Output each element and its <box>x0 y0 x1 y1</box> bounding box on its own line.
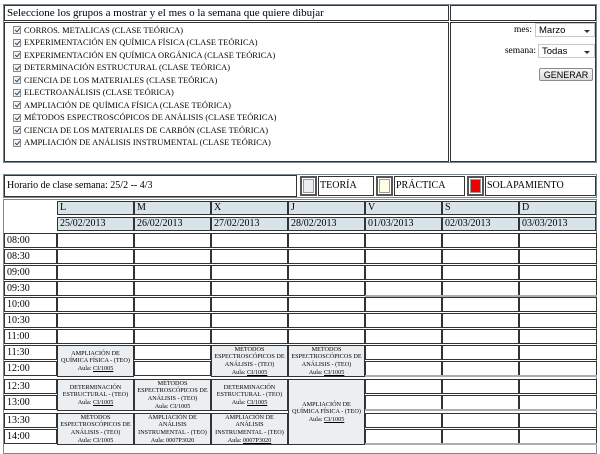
day-header-l: L <box>57 201 134 215</box>
event-room: Aula: CI/1005 <box>308 415 345 423</box>
selector-panel-header-spacer <box>450 5 596 21</box>
group-item[interactable] <box>13 137 271 150</box>
group-label: AMPLIACIÓN DE QUÍMICA FÍSICA (CLASE TEÓRICA) <box>24 100 232 110</box>
week-title: Horario de clase semana: 25/2 -- 4/3 <box>4 175 297 197</box>
time-label: 10:30 <box>4 313 57 328</box>
chevron-down-icon <box>584 51 590 54</box>
empty-slot <box>442 429 519 444</box>
event-title: AMPLIACIÓN DE ANÁLISIS INSTRUMENTAL - (TEO) <box>138 413 207 436</box>
time-label: 13:00 <box>4 395 57 410</box>
date-header: 28/02/2013 <box>288 217 365 231</box>
solapamiento-color-icon <box>470 179 481 193</box>
empty-slot <box>288 265 365 280</box>
empty-slot <box>442 297 519 312</box>
group-label: EXPERIMENTACIÓN EN QUÍMICA ORGÁNICA (CLASE TEÓRICA) <box>24 50 276 60</box>
event-room: Aula: CI/1005 <box>77 436 114 444</box>
empty-slot <box>519 395 597 410</box>
empty-slot <box>211 329 288 344</box>
empty-slot <box>365 345 442 360</box>
date-header: 02/03/2013 <box>442 217 519 231</box>
checkbox-checked-icon[interactable] <box>13 64 21 72</box>
checkbox-checked-icon[interactable] <box>13 89 21 97</box>
practica-color-icon <box>379 179 390 193</box>
empty-slot <box>365 429 442 444</box>
empty-slot <box>134 297 211 312</box>
semana-select[interactable] <box>538 44 595 58</box>
group-checkbox-list <box>4 22 449 162</box>
empty-slot <box>519 361 597 376</box>
empty-slot <box>365 329 442 344</box>
date-header: 01/03/2013 <box>365 217 442 231</box>
day-header-j: J <box>288 201 365 215</box>
group-label: CORROS. METALICAS (CLASE TEÓRICA) <box>24 25 184 35</box>
group-item[interactable] <box>13 99 231 112</box>
event-title: AMPLIACIÓN DE ANÁLISIS INSTRUMENTAL - (TEO) <box>215 413 284 436</box>
event-room: Aula: 0007P3020 <box>150 436 195 444</box>
empty-slot <box>57 233 134 248</box>
class-event[interactable] <box>288 345 365 377</box>
empty-slot <box>519 297 597 312</box>
day-header-m: M <box>134 201 211 215</box>
empty-slot <box>365 265 442 280</box>
empty-slot <box>365 249 442 264</box>
checkbox-checked-icon[interactable] <box>13 114 21 122</box>
time-label: 08:00 <box>4 233 57 248</box>
class-event[interactable] <box>57 345 134 377</box>
room-link[interactable]: CI/1005 <box>324 415 345 423</box>
day-header-s: S <box>442 201 519 215</box>
room-link[interactable]: CI/1005 <box>93 364 114 372</box>
empty-slot <box>365 413 442 428</box>
legend-label-solapamiento: SOLAPAMIENTO <box>485 176 596 196</box>
empty-slot <box>365 233 442 248</box>
event-room: Aula: CI/1005 <box>308 368 345 376</box>
empty-slot <box>57 297 134 312</box>
empty-slot <box>134 345 211 360</box>
empty-slot <box>519 249 597 264</box>
time-label: 10:00 <box>4 297 57 312</box>
time-label: 13:30 <box>4 413 57 428</box>
empty-slot <box>134 329 211 344</box>
group-label: MÉTODOS ESPECTROSCÓPICOS DE ANÁLISIS (CLASE TEÓRICA) <box>24 113 277 123</box>
time-label: 12:30 <box>4 379 57 394</box>
empty-slot <box>442 249 519 264</box>
semana-label: semana: <box>504 46 536 56</box>
time-label: 08:30 <box>4 249 57 264</box>
filter-controls <box>450 22 596 162</box>
group-item[interactable] <box>13 74 217 87</box>
time-label: 11:00 <box>4 329 57 344</box>
checkbox-checked-icon[interactable] <box>13 39 21 47</box>
empty-slot <box>442 265 519 280</box>
empty-slot <box>519 413 597 428</box>
class-event[interactable] <box>134 379 211 411</box>
empty-slot <box>57 329 134 344</box>
date-header: 03/03/2013 <box>519 217 596 231</box>
row-separator <box>365 409 597 411</box>
checkbox-checked-icon[interactable] <box>13 26 21 34</box>
legend-swatch-solapamiento <box>467 176 484 196</box>
class-event[interactable] <box>57 379 134 411</box>
empty-slot <box>519 329 597 344</box>
date-header: 25/02/2013 <box>57 217 134 231</box>
empty-slot <box>365 395 442 410</box>
mes-select[interactable] <box>535 23 595 37</box>
row-separator <box>365 375 597 377</box>
room-link[interactable]: CI/1005 <box>324 368 345 376</box>
empty-slot <box>519 313 597 328</box>
day-header-x: X <box>211 201 288 215</box>
class-event[interactable] <box>134 413 211 445</box>
empty-slot <box>519 281 597 296</box>
empty-slot <box>57 265 134 280</box>
empty-slot <box>211 233 288 248</box>
time-label: 09:30 <box>4 281 57 296</box>
time-label: 09:00 <box>4 265 57 280</box>
empty-slot <box>211 297 288 312</box>
event-room: Aula: 0007P3020 <box>227 436 272 444</box>
empty-slot <box>134 265 211 280</box>
event-title: MÉTODOS ESPECTROSCÓPICOS DE ANÁLISIS - (TEO) <box>137 379 208 402</box>
group-item[interactable] <box>13 62 230 75</box>
checkbox-checked-icon[interactable] <box>13 101 21 109</box>
day-header-v: V <box>365 201 442 215</box>
group-item[interactable] <box>13 24 183 37</box>
chevron-down-icon <box>584 30 590 33</box>
empty-slot <box>57 281 134 296</box>
empty-slot <box>519 265 597 280</box>
group-item[interactable] <box>13 49 275 62</box>
empty-slot <box>519 429 597 444</box>
class-event[interactable] <box>211 379 288 411</box>
empty-slot <box>134 249 211 264</box>
event-title: AMPLIACIÓN DE QUÍMICA FÍSICA - (TEO) <box>292 400 361 416</box>
event-title: DETERMINACIÓN ESTRUCTURAL - (TEO) <box>216 383 283 399</box>
empty-slot <box>365 361 442 376</box>
empty-slot <box>211 313 288 328</box>
room-link[interactable]: 0007P3020 <box>243 436 272 444</box>
group-label: CIENCIA DE LOS MATERIALES DE CARBÓN (CLASE TEÓRICA) <box>24 125 269 135</box>
empty-slot <box>365 313 442 328</box>
legend-label-practica: PRÁCTICA <box>394 176 465 196</box>
legend-swatch-practica <box>376 176 393 196</box>
empty-slot <box>288 281 365 296</box>
class-event[interactable] <box>288 379 365 445</box>
group-item[interactable] <box>13 112 276 125</box>
group-label: DETERMINACIÓN ESTRUCTURAL (CLASE TEÓRICA) <box>24 63 231 73</box>
empty-slot <box>442 361 519 376</box>
room-text: CI/1005 <box>93 436 114 444</box>
group-item[interactable] <box>13 37 258 50</box>
event-title: AMPLIACIÓN DE QUÍMICA FÍSICA - (TEO) <box>61 349 130 365</box>
row-separator <box>365 443 597 445</box>
event-room: Aula: CI/1005 <box>154 402 191 410</box>
empty-slot <box>442 379 519 394</box>
event-title: MÉTODOS ESPECTROSCÓPICOS DE ANÁLISIS - (TEO) <box>60 413 131 436</box>
empty-slot <box>288 297 365 312</box>
empty-slot <box>519 379 597 394</box>
date-header: 27/02/2013 <box>211 217 288 231</box>
class-event[interactable] <box>57 413 134 445</box>
room-link[interactable]: CI/1005 <box>93 398 114 406</box>
generate-button[interactable]: GENERAR <box>539 68 593 81</box>
time-label: 14:00 <box>4 429 57 444</box>
room-text: CI/1005 <box>170 402 191 410</box>
room-text: 0007P3020 <box>166 436 195 444</box>
class-event[interactable] <box>211 345 288 377</box>
empty-slot <box>365 281 442 296</box>
event-title: METODOS ESPECTROSCÓPICOS DE ANÁLISIS - (TEO) <box>291 345 362 368</box>
event-title: DETERMINACIÓN ESTRUCTURAL - (TEO) <box>62 383 129 399</box>
room-link[interactable]: CI/1005 <box>247 368 268 376</box>
checkbox-checked-icon[interactable] <box>13 76 21 84</box>
empty-slot <box>365 379 442 394</box>
class-event[interactable] <box>211 413 288 445</box>
legend-label-teoria: TEORÍA <box>318 176 374 196</box>
group-label: EXPERIMENTACIÓN EN QUÍMICA FÍSICA (CLASE TEÓRICA) <box>24 38 258 48</box>
time-label: 11:30 <box>4 345 57 360</box>
empty-slot <box>211 265 288 280</box>
group-item[interactable] <box>13 87 174 100</box>
empty-slot <box>134 281 211 296</box>
empty-slot <box>211 249 288 264</box>
mes-select-value: Marzo <box>539 24 566 36</box>
empty-slot <box>134 233 211 248</box>
empty-slot <box>57 249 134 264</box>
empty-slot <box>442 313 519 328</box>
selector-panel-title: Seleccione los grupos a mostrar y el mes o la semana que quiere dibujar <box>4 5 449 21</box>
checkbox-checked-icon[interactable] <box>13 139 21 147</box>
event-title: METODOS ESPECTROSCÓPICOS DE ANÁLISIS - (TEO) <box>214 345 285 368</box>
group-item[interactable] <box>13 124 268 137</box>
empty-slot <box>442 281 519 296</box>
empty-slot <box>57 313 134 328</box>
empty-slot <box>134 361 211 376</box>
time-label: 12:00 <box>4 361 57 376</box>
empty-slot <box>365 297 442 312</box>
empty-slot <box>211 281 288 296</box>
day-header-d: D <box>519 201 596 215</box>
semana-select-value: Todas <box>542 45 568 57</box>
event-room: Aula: CI/1005 <box>77 364 114 372</box>
checkbox-checked-icon[interactable] <box>13 51 21 59</box>
event-room: Aula: CI/1005 <box>77 398 114 406</box>
empty-slot <box>442 345 519 360</box>
empty-slot <box>134 313 211 328</box>
empty-slot <box>288 249 365 264</box>
group-label: ELECTROANÁLISIS (CLASE TEÓRICA) <box>24 88 174 98</box>
empty-slot <box>442 413 519 428</box>
empty-slot <box>519 233 597 248</box>
empty-slot <box>519 345 597 360</box>
legend-swatch-teoria <box>300 176 317 196</box>
empty-slot <box>288 313 365 328</box>
row-separator <box>365 295 597 297</box>
event-room: Aula: CI/1005 <box>231 398 268 406</box>
mes-label: mes: <box>514 25 532 35</box>
teoria-color-icon <box>303 179 314 193</box>
checkbox-checked-icon[interactable] <box>13 126 21 134</box>
empty-slot <box>442 329 519 344</box>
empty-slot <box>442 233 519 248</box>
event-room: Aula: CI/1005 <box>231 368 268 376</box>
date-header: 26/02/2013 <box>134 217 211 231</box>
room-link[interactable]: CI/1005 <box>247 398 268 406</box>
empty-slot <box>288 233 365 248</box>
empty-slot <box>442 395 519 410</box>
empty-slot <box>288 329 365 344</box>
group-label: CIENCIA DE LOS MATERIALES (CLASE TEÓRICA) <box>24 75 218 85</box>
group-label: AMPLIACIÓN DE ANÁLISIS INSTRUMENTAL (CLASE TEÓRICA) <box>24 138 271 148</box>
